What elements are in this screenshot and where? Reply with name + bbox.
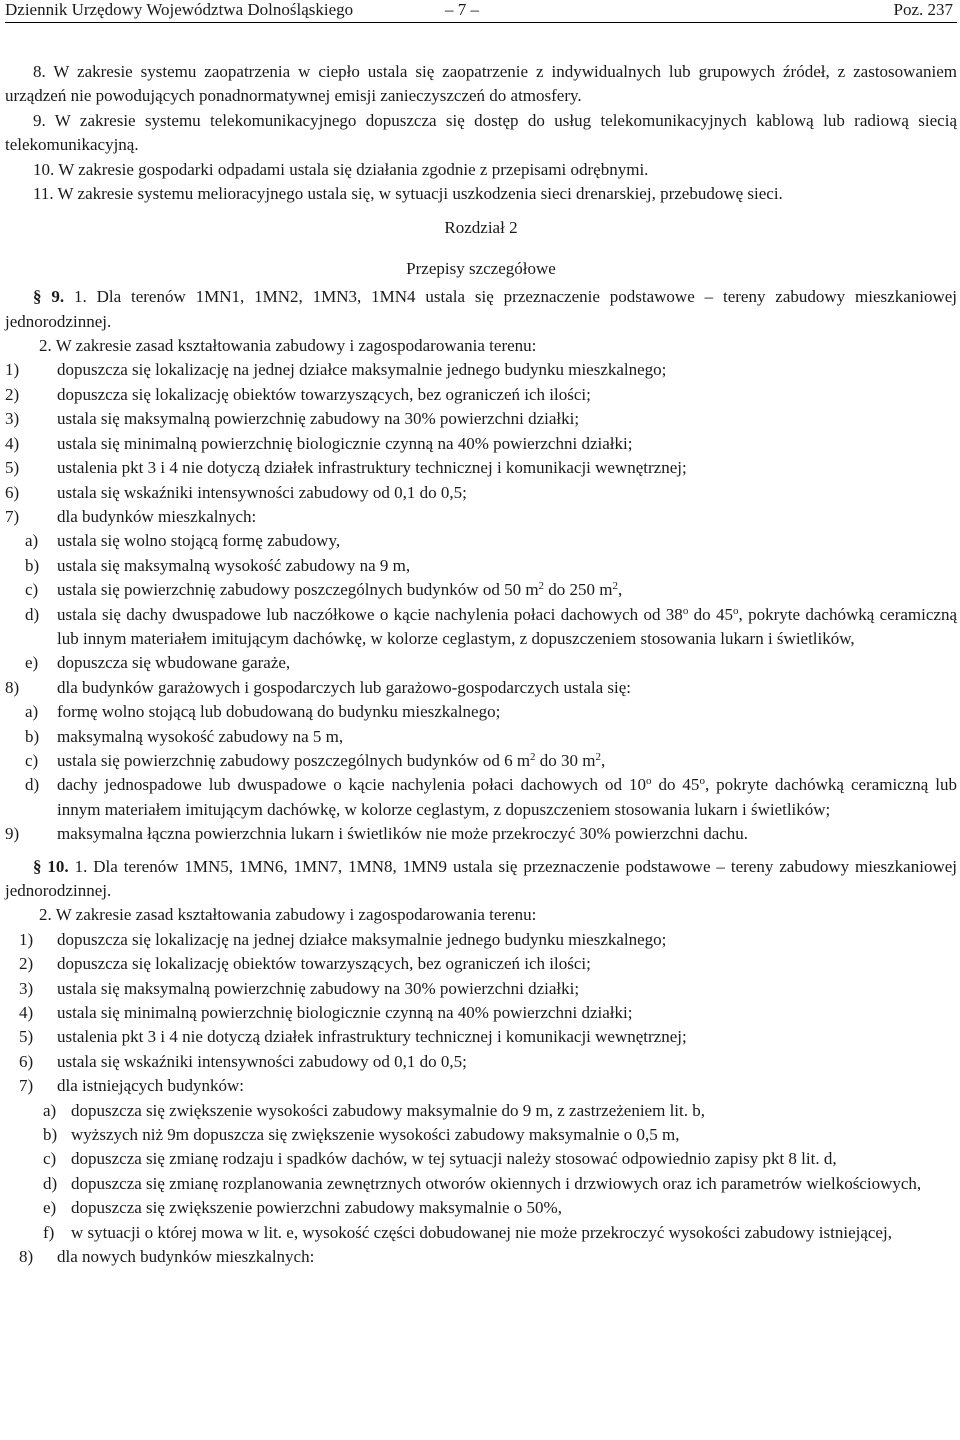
list-item: 1) dopuszcza się lokalizację na jednej działce maksymalnie jednego budynku mieszkalnego; [19,929,667,949]
header-rule [5,22,957,23]
journal-title: Dziennik Urzędowy Województwa Dolnośląskiego [5,0,354,19]
paragraph-9: 9. W zakresie systemu telekomunikacyjnego dopuszcza się dostęp do usług telekomunikacyjnych kablową lub radiową siecią telekomunikacyjną. [5,110,957,155]
list-item: 4) ustala się minimalną powierzchnię biologicznie czynną na 40% powierzchni działki; [5,433,633,453]
section-9-p2: 2. W zakresie zasad kształtowania zabudowy i zagospodarowania terenu: [39,336,537,356]
document-body [5,60,957,1270]
chapter-title: Rozdział 2 [444,218,518,238]
sub-item: c) dopuszcza się zmianę rodzaju i spadków dachów, w tej sytuacji należy stosować odpowiednio zapisy pkt 8 lit. d, [43,1149,837,1169]
list-item: 9) maksymalna łączna powierzchnia lukarn i świetlików nie może przekroczyć 30% powierzchni dachu. [5,824,749,844]
list-item: 8) dla budynków garażowych i gospodarczych lub garażowo-gospodarczych ustala się: [5,677,632,697]
sub-item: c) ustala się powierzchnię zabudowy poszczególnych budynków od 50 $m^2$ do 250 $m^2$, [25,580,623,600]
sub-item: e) dopuszcza się zwiększenie powierzchni zabudowy maksymalnie o 50%, [43,1198,562,1218]
page-number: – 7 – [445,0,479,19]
sub-item: b) ustala się maksymalną wysokość zabudowy na 9 m, [25,555,411,575]
paragraph-10: 10. W zakresie gospodarki odpadami ustala się działania zgodnie z przepisami odrębnymi. [33,159,649,179]
section-10-p1: 1. Dla terenów 1MN5, 1MN6, 1MN7, 1MN8, 1MN9 ustala się przeznaczenie podstawowe – tereny zabudowy mieszkaniowej jednorodzinnej. [5,856,957,900]
list-item: 2) dopuszcza się lokalizację obiektów towarzyszących, bez ograniczeń ich ilości; [19,954,591,974]
list-item: 3) ustala się maksymalną powierzchnię zabudowy na 30% powierzchni działki; [19,978,580,998]
sub-item: b) wyższych niż 9m dopuszcza się zwiększenie wysokości zabudowy maksymalnie o 0,5 m, [43,1125,680,1145]
sub-item: c) ustala się powierzchnię zabudowy poszczególnych budynków od 6 $m^2$ do 30 $m^2$, [25,750,606,770]
list-item: 2) dopuszcza się lokalizację obiektów towarzyszących, bez ograniczeń ich ilości; [5,384,591,404]
section-10-list [5,928,957,1270]
page-header [5,0,955,24]
list-item: 5) ustalenia pkt 3 i 4 nie dotyczą działek infrastruktury technicznej i komunikacji wewnętrznej; [5,458,687,478]
sub-item: e) dopuszcza się wbudowane garaże, [25,653,291,673]
paragraph-11: 11. W zakresie systemu melioracyjnego ustala się, w sytuacji uszkodzenia sieci drenarskiej, przebudowę sieci. [33,184,783,204]
document-page [5,0,957,1440]
sub-item: d) ustala się dachy dwuspadowe lub naczółkowe o kącie nachylenia połaci dachowych od 38$^o$ do 45$^o$, pokryte dachówką ceramiczną lub innym materiałem imitującym dachówkę, w kolorze ceglastym, z dopuszczeniem stosowania lukarn i świetlików, [25,604,957,648]
section-9-intro [5,285,957,334]
paragraph-8: 8. W zakresie systemu zaopatrzenia w ciepło ustala się zaopatrzenie z indywidualnych lub grupowych źródeł, z zastosowaniem urządzeń nie powodujących ponadnormatywnej emisji zanieczyszczeń do atmosfery. [5,62,957,106]
section-9-mark: § 9. [33,287,65,307]
list-item: 6) ustala się wskaźniki intensywności zabudowy od 0,1 do 0,5; [5,482,467,502]
list-item: 8) dla nowych budynków mieszkalnych: [19,1247,315,1267]
section-9-list [5,358,957,846]
position-number: Poz. 237 [893,0,953,19]
list-item: 3) ustala się maksymalną powierzchnię zabudowy na 30% powierzchni działki; [5,409,580,429]
list-item: 7) dla budynków mieszkalnych: [5,506,257,526]
list-item: 5) ustalenia pkt 3 i 4 nie dotyczą działek infrastruktury technicznej i komunikacji wewnętrznej; [19,1027,687,1047]
sub-item: b) maksymalną wysokość zabudowy na 5 m, [25,726,344,746]
section-10-mark: § 10. [33,856,69,876]
list-item: 6) ustala się wskaźniki intensywności zabudowy od 0,1 do 0,5; [19,1051,467,1071]
chapter-subtitle: Przepisy szczegółowe [406,258,556,278]
list-item: 1) dopuszcza się lokalizację na jednej działce maksymalnie jednego budynku mieszkalnego; [5,360,667,380]
sub-item: d) dopuszcza się zmianę rozplanowania zewnętrznych otworów okiennych i drzwiowych oraz ich parametrów wielkościowych, [43,1173,922,1193]
sub-item: f) w sytuacji o której mowa w lit. e, wysokość części dobudowanej nie może przekroczyć wysokości zabudowy istniejącej, [43,1222,892,1242]
sub-item: a) ustala się wolno stojącą formę zabudowy, [25,531,341,551]
list-item: 4) ustala się minimalną powierzchnię biologicznie czynną na 40% powierzchni działki; [19,1003,633,1023]
section-10-intro [5,855,957,904]
list-item: 7) dla istniejących budynków: [19,1076,244,1096]
section-9-p1: 1. Dla terenów 1MN1, 1MN2, 1MN3, 1MN4 ustala się przeznaczenie podstawowe – tereny zabudowy mieszkaniowej jednorodzinnej. [5,287,958,331]
section-10-p2: 2. W zakresie zasad kształtowania zabudowy i zagospodarowania terenu: [39,905,537,925]
sub-item: a) dopuszcza się zwiększenie wysokości zabudowy maksymalnie do 9 m, z zastrzeżeniem lit. b, [43,1100,705,1120]
sub-item: d) dachy jednospadowe lub dwuspadowe o kącie nachylenia połaci dachowych od 10$^o$ do 45$^o$, pokryte dachówką ceramiczną lub innym materiałem imitującym dachówkę, w kolorze ceglastym, z dopuszczeniem stosowania lukarn i świetlików; [25,775,958,819]
sub-item: a) formę wolno stojącą lub dobudowaną do budynku mieszkalnego; [25,702,501,722]
